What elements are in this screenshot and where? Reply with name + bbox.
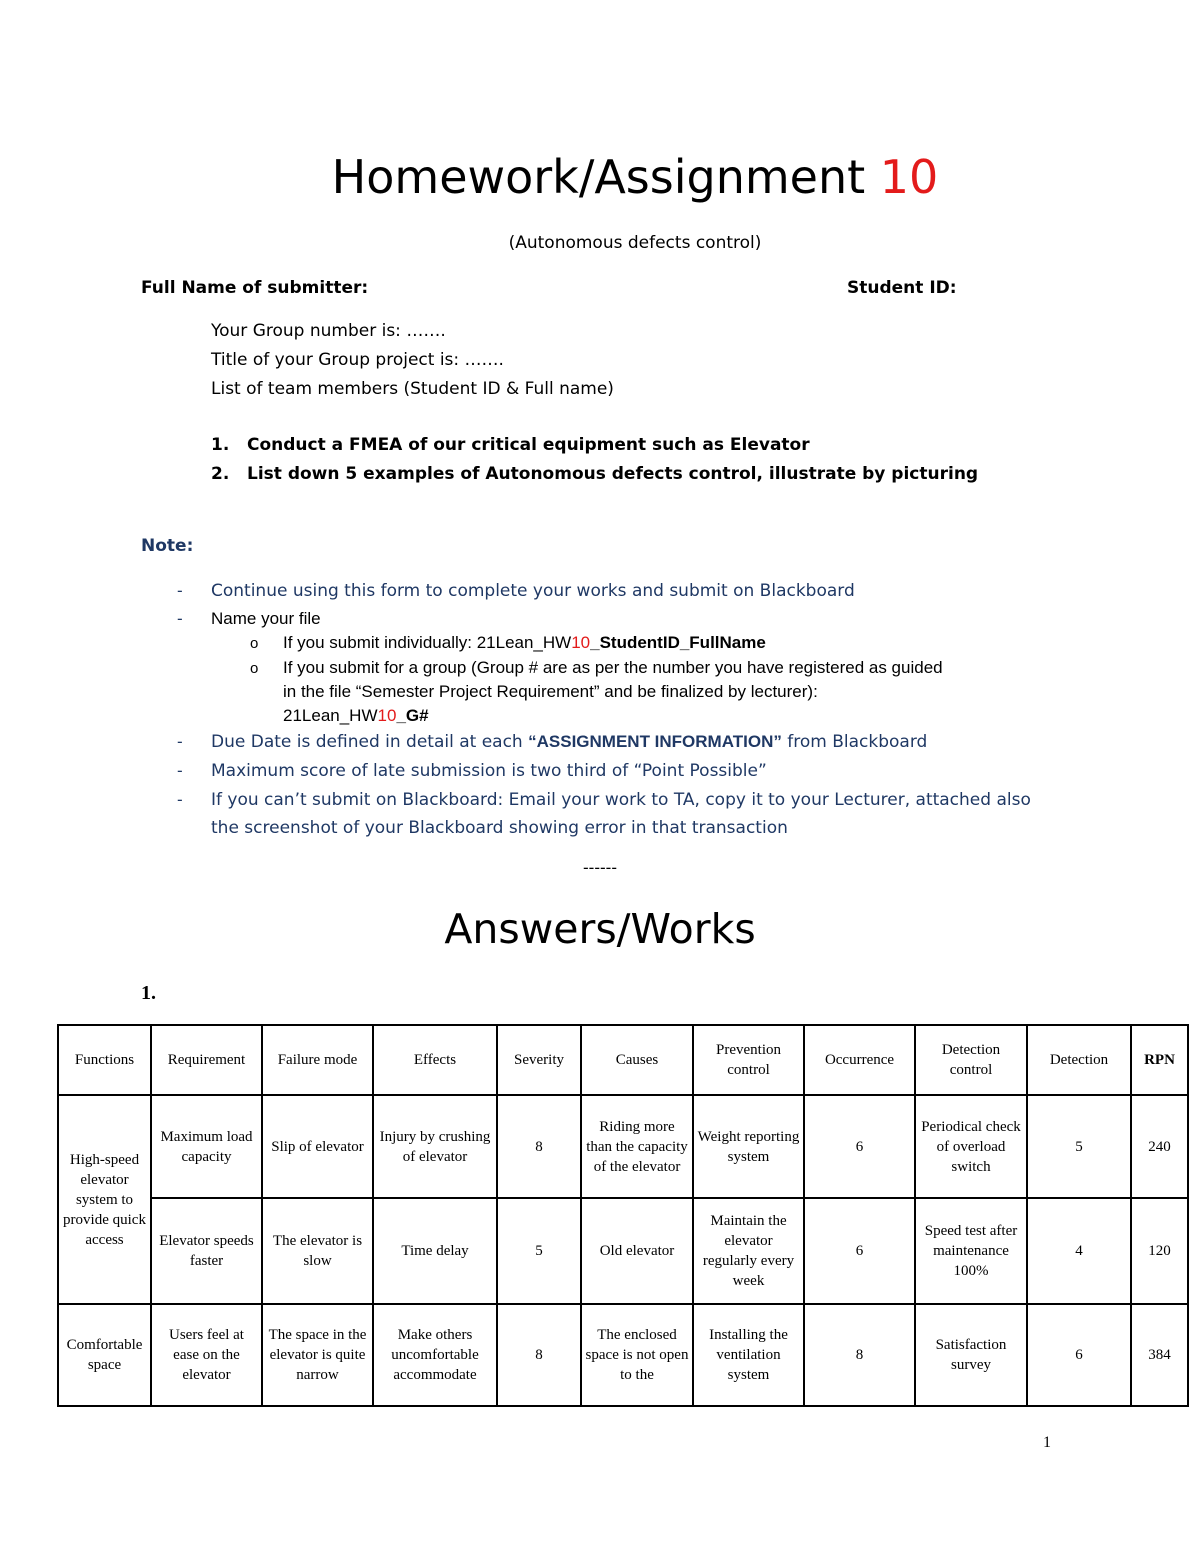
table-cell: Riding more than the capacity of the elevator [581, 1095, 693, 1198]
table-header-row [58, 1025, 1188, 1095]
table-cell: 240 [1131, 1095, 1188, 1198]
table-row [58, 1095, 1188, 1198]
note-continue: Continue using this form to complete your works and submit on Blackboard [211, 581, 855, 601]
table-cell: 8 [804, 1304, 915, 1406]
header-cell: Functions [58, 1025, 151, 1095]
header-cell: Detection control [915, 1025, 1027, 1095]
separator: ------ [583, 858, 617, 877]
table-cell: Time delay [373, 1198, 497, 1304]
note-cant-submit-line1: If you can’t submit on Blackboard: Email your work to TA, copy it to your Lecturer, attached also [211, 790, 1031, 810]
note-due-date: Due Date is defined in detail at each “ASSIGNMENT INFORMATION” from Blackboard [211, 732, 928, 752]
table-cell: Periodical check of overload switch [915, 1095, 1027, 1198]
note-late: Maximum score of late submission is two third of “Point Possible” [211, 761, 767, 781]
group-title-line: Title of your Group project is: ……. [211, 350, 504, 370]
table-cell: Old elevator [581, 1198, 693, 1304]
table-cell: Maximum load capacity [151, 1095, 262, 1198]
fmea-table [57, 1024, 1189, 1407]
table-cell: 6 [804, 1198, 915, 1304]
table-cell: Slip of elevator [262, 1095, 373, 1198]
table-cell: The elevator is slow [262, 1198, 373, 1304]
table-cell: Maintain the elevator regularly every week [693, 1198, 804, 1304]
table-cell: The enclosed space is not open to the [581, 1304, 693, 1406]
header-cell: Requirement [151, 1025, 262, 1095]
dash-marker: - [177, 581, 183, 600]
table-cell: Comfortable space [58, 1304, 151, 1406]
task-number-1: 1. [211, 435, 230, 455]
group-number-line: Your Group number is: ……. [211, 321, 446, 341]
table-row [58, 1198, 1188, 1304]
header-cell: Causes [581, 1025, 693, 1095]
table-cell: Installing the ventilation system [693, 1304, 804, 1406]
table-cell: Make others uncomfortable accommodate [373, 1304, 497, 1406]
table-cell: Satisfaction survey [915, 1304, 1027, 1406]
note-group-line3: 21Lean_HW10_G# [283, 706, 429, 725]
table-cell: Elevator speeds faster [151, 1198, 262, 1304]
table-cell: 120 [1131, 1198, 1188, 1304]
submitter-label: Full Name of submitter: [141, 278, 369, 298]
header-cell: Failure mode [262, 1025, 373, 1095]
task-text-2: List down 5 examples of Autonomous defects control, illustrate by picturing [247, 464, 979, 484]
header-cell: Severity [497, 1025, 581, 1095]
task-number-2: 2. [211, 464, 230, 484]
answers-title: Answers/Works [444, 905, 756, 953]
page-number: 1 [1043, 1434, 1051, 1451]
note-individual: If you submit individually: 21Lean_HW10_StudentID_FullName [283, 633, 766, 652]
assignment-number: 10 [879, 150, 939, 204]
bullet-marker: o [250, 635, 259, 652]
header-cell: Detection [1027, 1025, 1131, 1095]
table-cell: 4 [1027, 1198, 1131, 1304]
table-cell: High-speed elevator system to provide quick access [58, 1095, 151, 1304]
table-cell: Speed test after maintenance 100% [915, 1198, 1027, 1304]
header-cell: RPN [1131, 1025, 1188, 1095]
table-cell: 6 [804, 1095, 915, 1198]
question-number: 1. [141, 982, 156, 1004]
task-text-1: Conduct a FMEA of our critical equipment such as Elevator [247, 435, 810, 455]
table-cell: Users feel at ease on the elevator [151, 1304, 262, 1406]
header-cell: Effects [373, 1025, 497, 1095]
team-members-line: List of team members (Student ID & Full name) [211, 379, 614, 399]
student-id-label: Student ID: [847, 278, 957, 298]
table-cell: 6 [1027, 1304, 1131, 1406]
table-cell: The space in the elevator is quite narrow [262, 1304, 373, 1406]
dash-marker: - [177, 732, 183, 751]
bullet-marker: o [250, 660, 259, 677]
table-cell: 5 [497, 1198, 581, 1304]
table-cell: 384 [1131, 1304, 1188, 1406]
table-row [58, 1304, 1188, 1406]
note-name-file: Name your file [211, 609, 321, 628]
dash-marker: - [177, 790, 183, 809]
table-cell: 5 [1027, 1095, 1131, 1198]
dash-marker: - [177, 761, 183, 780]
table-cell: 8 [497, 1304, 581, 1406]
table-cell: 8 [497, 1095, 581, 1198]
page-title: Homework/Assignment 10 [331, 150, 939, 204]
note-cant-submit-line2: the screenshot of your Blackboard showing error in that transaction [211, 818, 788, 838]
note-group-line2: in the file “Semester Project Requirement” and be finalized by lecturer): [283, 682, 818, 701]
header-cell: Prevention control [693, 1025, 804, 1095]
note-label: Note: [141, 536, 194, 556]
table-cell: Weight reporting system [693, 1095, 804, 1198]
note-group-line1: If you submit for a group (Group # are as per the number you have registered as guided [283, 658, 943, 677]
table-cell: Injury by crushing of elevator [373, 1095, 497, 1198]
dash-marker: - [177, 609, 183, 628]
header-cell: Occurrence [804, 1025, 915, 1095]
subtitle: (Autonomous defects control) [508, 233, 762, 253]
